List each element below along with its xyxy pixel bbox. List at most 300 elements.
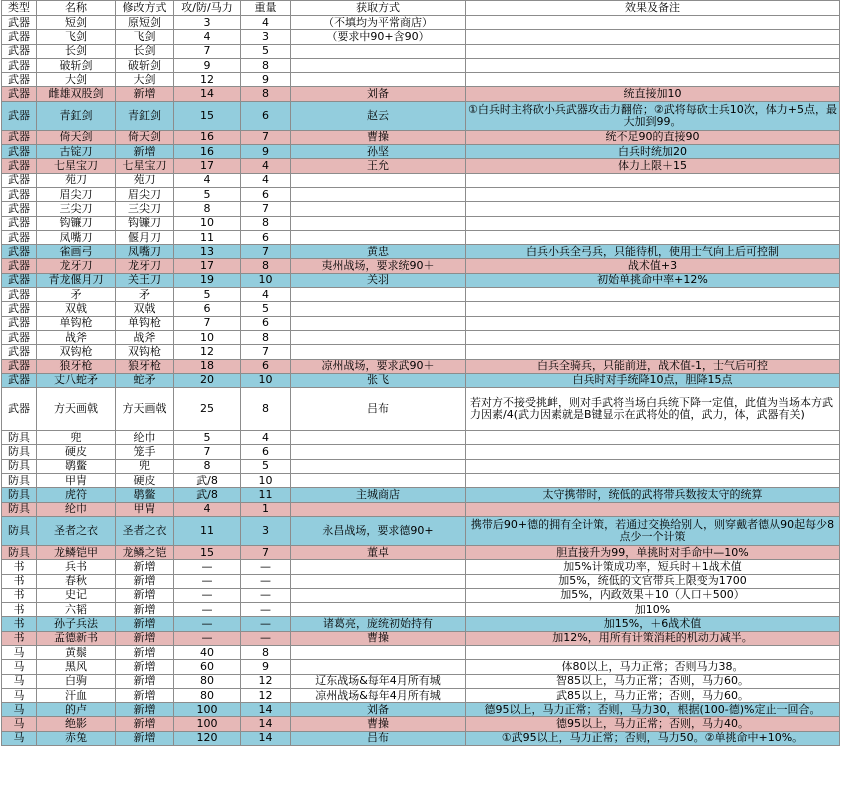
- cell-weight: 8: [241, 330, 291, 344]
- cell-type: 武器: [2, 388, 37, 431]
- equipment-table: [1, 0, 840, 746]
- cell-mod: 鹖鳖: [116, 488, 174, 502]
- cell-name: 青龙偃月刀: [37, 273, 116, 287]
- cell-effect: 加5%计策成功率，短兵时＋1战术值: [466, 560, 840, 574]
- cell-effect: [466, 302, 840, 316]
- cell-name: 史记: [37, 588, 116, 602]
- cell-type: 马: [2, 688, 37, 702]
- cell-source: （要求中90+含90）: [291, 30, 466, 44]
- header-row: [2, 1, 840, 16]
- cell-mod: 双钩枪: [116, 345, 174, 359]
- cell-effect: 武85以上，马力正常；否则，马力60。: [466, 688, 840, 702]
- cell-type: 武器: [2, 73, 37, 87]
- cell-type: 武器: [2, 58, 37, 72]
- cell-weight: 12: [241, 674, 291, 688]
- cell-effect: 加10%: [466, 603, 840, 617]
- table-row: [2, 717, 840, 731]
- cell-source: 董卓: [291, 545, 466, 559]
- cell-effect: 加5%，内政效果＋10（人口＋500）: [466, 588, 840, 602]
- cell-stat: 4: [174, 502, 241, 516]
- cell-mod: 钩镰刀: [116, 216, 174, 230]
- cell-effect: 智85以上，马力正常；否则，马力60。: [466, 674, 840, 688]
- table-row: [2, 44, 840, 58]
- table-row: [2, 688, 840, 702]
- table-body: [2, 16, 840, 746]
- cell-stat: 100: [174, 703, 241, 717]
- cell-stat: 17: [174, 159, 241, 173]
- table-row: [2, 431, 840, 445]
- cell-source: [291, 202, 466, 216]
- cell-weight: 14: [241, 703, 291, 717]
- cell-weight: 5: [241, 459, 291, 473]
- cell-source: [291, 588, 466, 602]
- cell-weight: 8: [241, 645, 291, 659]
- cell-source: [291, 431, 466, 445]
- table-row: [2, 560, 840, 574]
- cell-mod: 新增: [116, 588, 174, 602]
- cell-source: [291, 288, 466, 302]
- cell-weight: 4: [241, 288, 291, 302]
- cell-weight: 9: [241, 145, 291, 159]
- cell-mod: 双戟: [116, 302, 174, 316]
- cell-effect: [466, 202, 840, 216]
- cell-source: 主城商店: [291, 488, 466, 502]
- cell-source: [291, 173, 466, 187]
- cell-type: 武器: [2, 159, 37, 173]
- cell-weight: 7: [241, 545, 291, 559]
- cell-weight: 3: [241, 30, 291, 44]
- table-row: [2, 230, 840, 244]
- cell-name: 黄鬃: [37, 645, 116, 659]
- cell-name: 双钩枪: [37, 345, 116, 359]
- cell-source: [291, 645, 466, 659]
- cell-type: 武器: [2, 187, 37, 201]
- cell-mod: 新增: [116, 645, 174, 659]
- cell-stat: —: [174, 631, 241, 645]
- cell-stat: 13: [174, 245, 241, 259]
- cell-effect: [466, 187, 840, 201]
- cell-source: 曹操: [291, 717, 466, 731]
- cell-weight: 8: [241, 58, 291, 72]
- cell-mod: 长剑: [116, 44, 174, 58]
- table-row: [2, 631, 840, 645]
- cell-type: 防具: [2, 502, 37, 516]
- cell-mod: 单钩枪: [116, 316, 174, 330]
- cell-stat: 11: [174, 230, 241, 244]
- cell-source: [291, 502, 466, 516]
- cell-type: 武器: [2, 145, 37, 159]
- table-row: [2, 145, 840, 159]
- cell-weight: 4: [241, 159, 291, 173]
- cell-weight: 7: [241, 202, 291, 216]
- cell-type: 武器: [2, 345, 37, 359]
- cell-mod: 新增: [116, 145, 174, 159]
- cell-name: 绝影: [37, 717, 116, 731]
- cell-name: 鹖鳖: [37, 459, 116, 473]
- cell-stat: 武/8: [174, 488, 241, 502]
- table-row: [2, 645, 840, 659]
- cell-type: 武器: [2, 273, 37, 287]
- cell-name: 孟德新书: [37, 631, 116, 645]
- cell-type: 书: [2, 603, 37, 617]
- cell-stat: 18: [174, 359, 241, 373]
- cell-source: [291, 459, 466, 473]
- cell-name: 单钩枪: [37, 316, 116, 330]
- table-row: [2, 330, 840, 344]
- cell-weight: —: [241, 588, 291, 602]
- cell-type: 防具: [2, 474, 37, 488]
- table-row: [2, 130, 840, 144]
- cell-source: [291, 603, 466, 617]
- cell-source: [291, 73, 466, 87]
- cell-weight: 6: [241, 101, 291, 130]
- cell-type: 武器: [2, 259, 37, 273]
- cell-stat: —: [174, 574, 241, 588]
- cell-stat: 80: [174, 674, 241, 688]
- cell-source: 曹操: [291, 631, 466, 645]
- cell-type: 武器: [2, 30, 37, 44]
- cell-type: 武器: [2, 316, 37, 330]
- cell-name: 龙鳞铠甲: [37, 545, 116, 559]
- cell-weight: 9: [241, 73, 291, 87]
- cell-stat: 武/8: [174, 474, 241, 488]
- cell-name: 破斩剑: [37, 58, 116, 72]
- cell-mod: 甲胄: [116, 502, 174, 516]
- cell-type: 防具: [2, 488, 37, 502]
- cell-effect: 白兵时统加20: [466, 145, 840, 159]
- cell-stat: 3: [174, 16, 241, 30]
- cell-source: 黄忠: [291, 245, 466, 259]
- cell-mod: 战斧: [116, 330, 174, 344]
- cell-source: [291, 216, 466, 230]
- cell-weight: 3: [241, 516, 291, 545]
- cell-effect: 胆直接升为99，单挑时对手命中—10%: [466, 545, 840, 559]
- cell-mod: 新增: [116, 560, 174, 574]
- table-row: [2, 588, 840, 602]
- cell-effect: [466, 44, 840, 58]
- table-row: [2, 703, 840, 717]
- cell-stat: 16: [174, 130, 241, 144]
- cell-name: 三尖刀: [37, 202, 116, 216]
- cell-source: 诸葛亮，庞统初始持有: [291, 617, 466, 631]
- cell-type: 武器: [2, 230, 37, 244]
- cell-effect: 体80以上，马力正常；否则马力38。: [466, 660, 840, 674]
- table-row: [2, 488, 840, 502]
- cell-weight: 8: [241, 388, 291, 431]
- cell-name: 甲胄: [37, 474, 116, 488]
- table-row: [2, 187, 840, 201]
- cell-name: 白驹: [37, 674, 116, 688]
- cell-mod: 大剑: [116, 73, 174, 87]
- cell-mod: 蛇矛: [116, 373, 174, 387]
- cell-source: [291, 445, 466, 459]
- cell-mod: 新增: [116, 731, 174, 745]
- cell-stat: 8: [174, 202, 241, 216]
- cell-effect: [466, 230, 840, 244]
- cell-type: 武器: [2, 359, 37, 373]
- cell-effect: [466, 288, 840, 302]
- table-row: [2, 574, 840, 588]
- cell-type: 武器: [2, 87, 37, 101]
- table-row: [2, 87, 840, 101]
- cell-stat: 100: [174, 717, 241, 731]
- cell-mod: 新增: [116, 660, 174, 674]
- cell-type: 防具: [2, 445, 37, 459]
- cell-weight: 14: [241, 731, 291, 745]
- cell-stat: 7: [174, 445, 241, 459]
- cell-source: 凉州战场，要求武90＋: [291, 359, 466, 373]
- cell-name: 青釭剑: [37, 101, 116, 130]
- cell-type: 武器: [2, 101, 37, 130]
- cell-name: 的卢: [37, 703, 116, 717]
- table-row: [2, 101, 840, 130]
- cell-stat: 12: [174, 73, 241, 87]
- cell-name: 硬皮: [37, 445, 116, 459]
- cell-weight: —: [241, 617, 291, 631]
- cell-name: 战斧: [37, 330, 116, 344]
- cell-stat: 16: [174, 145, 241, 159]
- cell-effect: [466, 445, 840, 459]
- header-source: 获取方式: [291, 1, 466, 16]
- cell-mod: 狼牙枪: [116, 359, 174, 373]
- cell-source: 辽东战场&每年4月所有城: [291, 674, 466, 688]
- cell-mod: 青釭剑: [116, 101, 174, 130]
- cell-type: 马: [2, 674, 37, 688]
- cell-mod: 七星宝刀: [116, 159, 174, 173]
- cell-type: 武器: [2, 16, 37, 30]
- cell-type: 书: [2, 631, 37, 645]
- cell-name: 双戟: [37, 302, 116, 316]
- cell-source: 吕布: [291, 731, 466, 745]
- cell-stat: 5: [174, 431, 241, 445]
- table-row: [2, 30, 840, 44]
- cell-weight: 8: [241, 216, 291, 230]
- cell-name: 赤兔: [37, 731, 116, 745]
- cell-mod: 新增: [116, 87, 174, 101]
- cell-effect: [466, 73, 840, 87]
- cell-weight: 6: [241, 445, 291, 459]
- cell-name: 兵书: [37, 560, 116, 574]
- cell-source: 夷州战场，要求统90＋: [291, 259, 466, 273]
- cell-name: 黑风: [37, 660, 116, 674]
- cell-source: 吕布: [291, 388, 466, 431]
- table-row: [2, 202, 840, 216]
- cell-mod: 关王刀: [116, 273, 174, 287]
- cell-type: 防具: [2, 545, 37, 559]
- cell-stat: 10: [174, 330, 241, 344]
- cell-source: 刘备: [291, 87, 466, 101]
- cell-mod: 凤嘴刀: [116, 245, 174, 259]
- cell-type: 马: [2, 717, 37, 731]
- header-mod: 修改方式: [116, 1, 174, 16]
- cell-mod: 飞剑: [116, 30, 174, 44]
- table-row: [2, 617, 840, 631]
- cell-source: [291, 560, 466, 574]
- cell-name: 纶巾: [37, 502, 116, 516]
- cell-weight: 10: [241, 474, 291, 488]
- cell-name: 短剑: [37, 16, 116, 30]
- cell-type: 武器: [2, 202, 37, 216]
- cell-stat: 15: [174, 545, 241, 559]
- cell-effect: 携带后90+德的拥有全计策，若通过交换给别人，则穿戴者德从90起每少8点少一个计策: [466, 516, 840, 545]
- cell-mod: 原短剑: [116, 16, 174, 30]
- cell-effect: 加5%，统低的文官带兵上限变为1700: [466, 574, 840, 588]
- cell-stat: 4: [174, 173, 241, 187]
- cell-type: 书: [2, 617, 37, 631]
- cell-source: 孙坚: [291, 145, 466, 159]
- table-row: [2, 58, 840, 72]
- cell-effect: [466, 316, 840, 330]
- cell-type: 武器: [2, 288, 37, 302]
- cell-mod: 纶巾: [116, 431, 174, 445]
- table-row: [2, 516, 840, 545]
- cell-stat: 14: [174, 87, 241, 101]
- cell-effect: [466, 474, 840, 488]
- cell-stat: 7: [174, 44, 241, 58]
- cell-name: 狼牙枪: [37, 359, 116, 373]
- cell-mod: 新增: [116, 603, 174, 617]
- cell-effect: 德95以上，马力正常；否则，马力40。: [466, 717, 840, 731]
- cell-effect: 德95以上，马力正常；否则，马力30，根据(100-德)%定止一回合。: [466, 703, 840, 717]
- cell-effect: [466, 645, 840, 659]
- cell-weight: 6: [241, 230, 291, 244]
- cell-weight: 5: [241, 44, 291, 58]
- cell-type: 马: [2, 703, 37, 717]
- table-row: [2, 603, 840, 617]
- cell-weight: 6: [241, 359, 291, 373]
- cell-source: [291, 230, 466, 244]
- table-row: [2, 316, 840, 330]
- cell-stat: 25: [174, 388, 241, 431]
- cell-effect: 统直接加10: [466, 87, 840, 101]
- cell-name: 春秋: [37, 574, 116, 588]
- cell-name: 方天画戟: [37, 388, 116, 431]
- header-stat: 攻/防/马力: [174, 1, 241, 16]
- cell-mod: 矛: [116, 288, 174, 302]
- cell-effect: 体力上限＋15: [466, 159, 840, 173]
- cell-weight: 8: [241, 259, 291, 273]
- cell-stat: 80: [174, 688, 241, 702]
- cell-name: 丈八蛇矛: [37, 373, 116, 387]
- table-row: [2, 545, 840, 559]
- cell-type: 书: [2, 560, 37, 574]
- cell-stat: 40: [174, 645, 241, 659]
- cell-weight: 7: [241, 345, 291, 359]
- table-row: [2, 388, 840, 431]
- table-row: [2, 731, 840, 745]
- cell-source: [291, 574, 466, 588]
- cell-source: [291, 44, 466, 58]
- cell-stat: 12: [174, 345, 241, 359]
- cell-effect: [466, 345, 840, 359]
- cell-type: 马: [2, 660, 37, 674]
- cell-stat: —: [174, 617, 241, 631]
- cell-source: [291, 187, 466, 201]
- cell-effect: 初始单挑命中率+12%: [466, 273, 840, 287]
- table-row: [2, 345, 840, 359]
- cell-type: 马: [2, 731, 37, 745]
- cell-weight: 10: [241, 273, 291, 287]
- cell-weight: 4: [241, 16, 291, 30]
- cell-name: 雌雄双股剑: [37, 87, 116, 101]
- cell-stat: 6: [174, 302, 241, 316]
- cell-stat: 10: [174, 216, 241, 230]
- cell-source: [291, 58, 466, 72]
- cell-effect: [466, 173, 840, 187]
- cell-mod: 龙牙刀: [116, 259, 174, 273]
- cell-stat: 17: [174, 259, 241, 273]
- cell-type: 防具: [2, 459, 37, 473]
- cell-type: 武器: [2, 302, 37, 316]
- table-row: [2, 259, 840, 273]
- cell-mod: 硬皮: [116, 474, 174, 488]
- cell-effect: [466, 16, 840, 30]
- cell-source: [291, 660, 466, 674]
- cell-mod: 龙鳞之铠: [116, 545, 174, 559]
- cell-type: 马: [2, 645, 37, 659]
- cell-source: 张飞: [291, 373, 466, 387]
- cell-weight: —: [241, 603, 291, 617]
- table-row: [2, 16, 840, 30]
- table-row: [2, 474, 840, 488]
- table-row: [2, 288, 840, 302]
- cell-effect: 白兵全骑兵，只能前进，战术值-1，士气后可控: [466, 359, 840, 373]
- cell-weight: 6: [241, 187, 291, 201]
- cell-stat: 15: [174, 101, 241, 130]
- cell-stat: 8: [174, 459, 241, 473]
- cell-stat: 11: [174, 516, 241, 545]
- cell-stat: 7: [174, 316, 241, 330]
- cell-effect: [466, 459, 840, 473]
- cell-stat: 19: [174, 273, 241, 287]
- cell-source: 凉州战场&每年4月所有城: [291, 688, 466, 702]
- cell-name: 钩镰刀: [37, 216, 116, 230]
- table-row: [2, 245, 840, 259]
- table-row: [2, 373, 840, 387]
- cell-name: 虎符: [37, 488, 116, 502]
- cell-stat: —: [174, 588, 241, 602]
- cell-type: 书: [2, 588, 37, 602]
- cell-name: 七星宝刀: [37, 159, 116, 173]
- cell-type: 武器: [2, 173, 37, 187]
- header-weight: 重量: [241, 1, 291, 16]
- cell-mod: 新增: [116, 574, 174, 588]
- table-row: [2, 216, 840, 230]
- cell-weight: 4: [241, 431, 291, 445]
- cell-type: 武器: [2, 130, 37, 144]
- table-row: [2, 73, 840, 87]
- cell-name: 凤嘴刀: [37, 230, 116, 244]
- table-row: [2, 159, 840, 173]
- cell-type: 武器: [2, 330, 37, 344]
- cell-stat: 5: [174, 187, 241, 201]
- cell-mod: 眉尖刀: [116, 187, 174, 201]
- table-row: [2, 302, 840, 316]
- cell-source: 王允: [291, 159, 466, 173]
- cell-source: 关羽: [291, 273, 466, 287]
- cell-mod: 新增: [116, 688, 174, 702]
- cell-name: 长剑: [37, 44, 116, 58]
- cell-name: 龙牙刀: [37, 259, 116, 273]
- cell-type: 书: [2, 574, 37, 588]
- cell-effect: [466, 30, 840, 44]
- cell-mod: 圣者之衣: [116, 516, 174, 545]
- cell-stat: 5: [174, 288, 241, 302]
- cell-effect: [466, 58, 840, 72]
- cell-mod: 兜: [116, 459, 174, 473]
- cell-effect: 战术值+3: [466, 259, 840, 273]
- cell-name: 六韬: [37, 603, 116, 617]
